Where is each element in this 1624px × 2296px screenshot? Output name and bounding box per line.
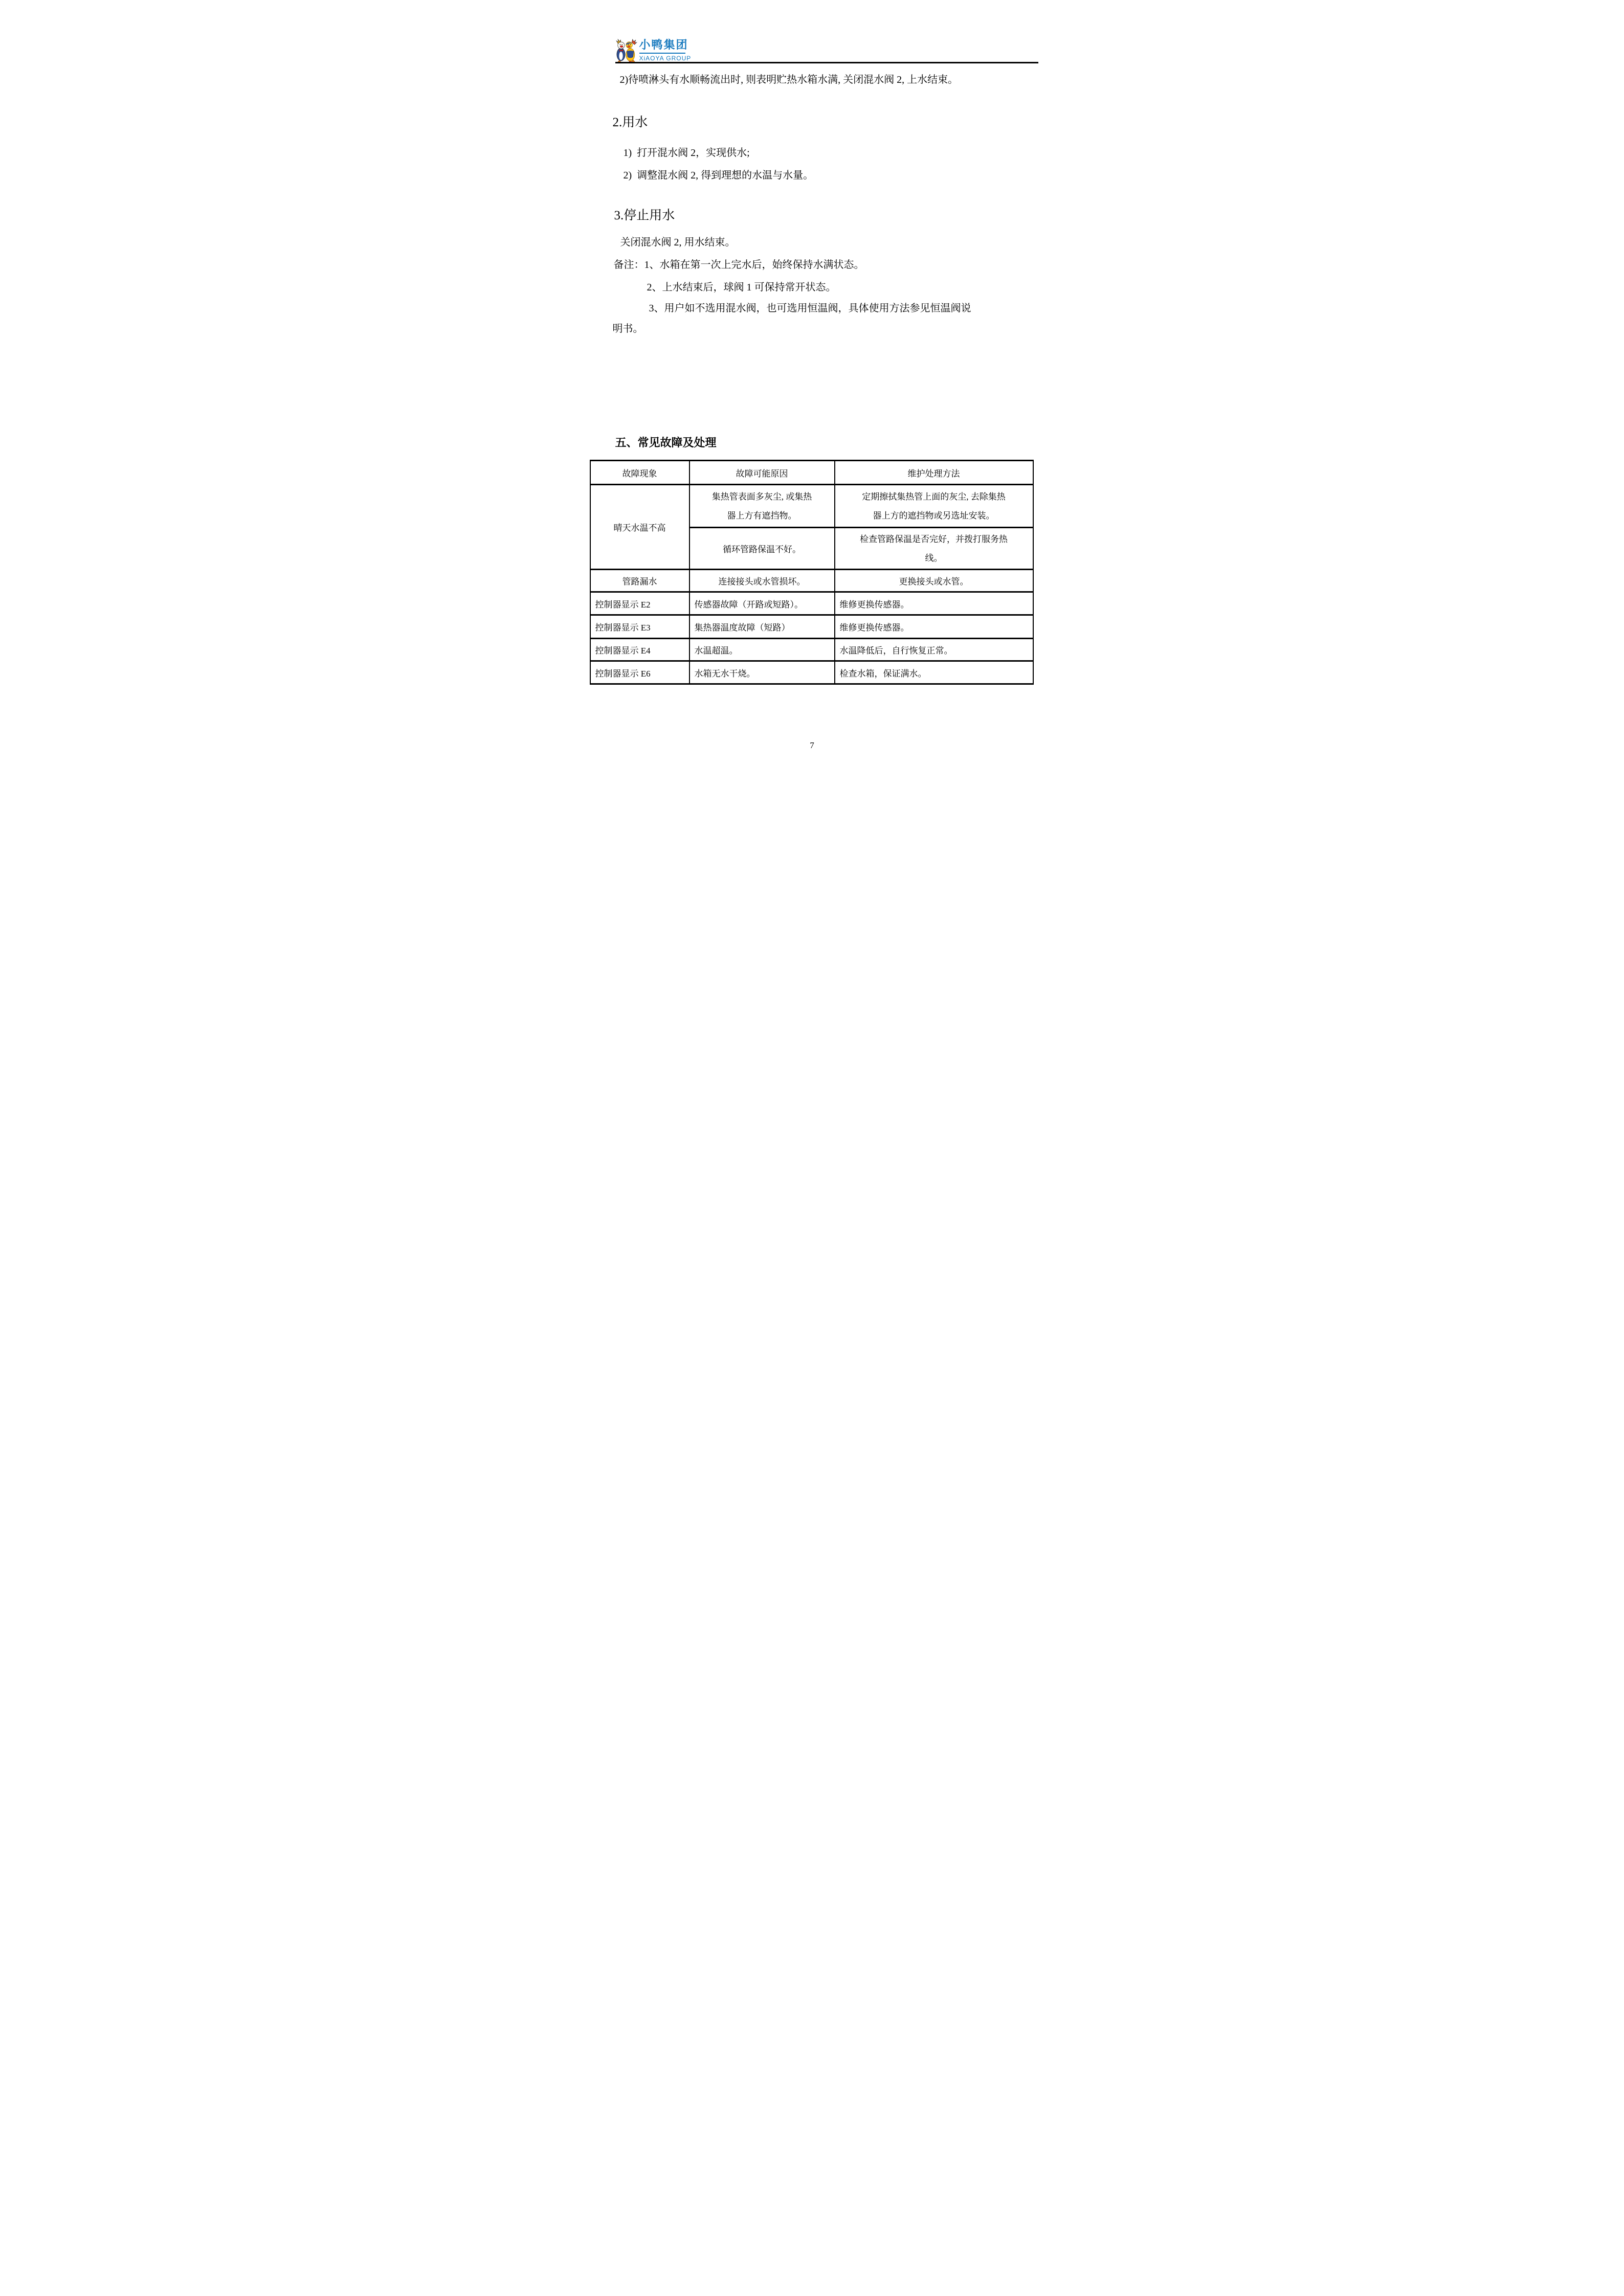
table-row-e2 xyxy=(590,592,1033,615)
table-row-e3 xyxy=(590,615,1033,639)
logo-chinese-name: 小鸭集团 xyxy=(639,38,688,51)
note-line-1: 备注：1、水箱在第一次上完水后，始终保持水满状态。 xyxy=(613,259,864,271)
list-item-open-valve: 1) 打开混水阀 2，实现供水; xyxy=(623,147,750,159)
cell-phenomenon-e3: 控制器显示 E3 xyxy=(590,615,689,639)
company-logo xyxy=(615,39,692,62)
cell-method-wipe xyxy=(835,485,1033,528)
cell-cause-leak: 连接接头或水管损坏。 xyxy=(689,570,835,592)
section-heading-faults: 五、常见故障及处理 xyxy=(615,436,717,449)
cell-phenomenon-low-temp: 晴天水温不高 xyxy=(590,485,689,570)
paragraph-close-valve: 关闭混水阀 2, 用水结束。 xyxy=(620,237,736,248)
table-header-row xyxy=(590,461,1033,485)
header-cell-phenomenon: 故障现象 xyxy=(590,461,689,485)
cell-method-e6: 检查水箱，保证满水。 xyxy=(835,661,1033,684)
cell-method-leak: 更换接头或水管。 xyxy=(835,570,1033,592)
cell-method-e2: 维修更换传感器。 xyxy=(835,592,1033,615)
cell-phenomenon-e2: 控制器显示 E2 xyxy=(590,592,689,615)
method-wipe-line1: 定期擦拭集热管上面的灰尘, 去除集热 xyxy=(862,491,1006,502)
heading-use-water: 2.用水 xyxy=(612,116,648,129)
cell-cause-e3: 集热器温度故障（短路） xyxy=(689,615,835,639)
method-insulation-line2: 线。 xyxy=(925,553,943,563)
cell-cause-e2: 传感器故障（开路或短路）。 xyxy=(689,592,835,615)
table-row-e6 xyxy=(590,661,1033,684)
table-row-low-temp-1 xyxy=(590,485,1033,528)
ducks-logo-icon xyxy=(615,39,638,62)
header-cell-method: 维护处理方法 xyxy=(835,461,1033,485)
cell-method-e3: 维修更换传感器。 xyxy=(835,615,1033,639)
header-divider-line xyxy=(615,62,1038,63)
cell-phenomenon-e6: 控制器显示 E6 xyxy=(590,661,689,684)
logo-text-block xyxy=(639,39,692,62)
logo-underline xyxy=(639,53,685,54)
note-line-3-continued: 明书。 xyxy=(612,323,643,334)
cell-method-check-insulation xyxy=(835,528,1033,570)
cell-method-e4: 水温降低后，自行恢复正常。 xyxy=(835,639,1033,661)
fault-table xyxy=(590,460,1034,685)
document-page xyxy=(531,0,1094,796)
table-row-e4 xyxy=(590,639,1033,661)
header-cell-cause: 故障可能原因 xyxy=(689,461,835,485)
note-line-2: 2、上水结束后，球阀 1 可保持常开状态。 xyxy=(647,282,836,293)
method-wipe-line2: 器上方的遮挡物或另选址安装。 xyxy=(873,510,995,521)
cell-phenomenon-e4: 控制器显示 E4 xyxy=(590,639,689,661)
table-row-pipe-leak xyxy=(590,570,1033,592)
heading-stop-water: 3.停止用水 xyxy=(614,209,675,222)
note-line-3: 3、用户如不选用混水阀，也可选用恒温阀，具体使用方法参见恒温阀说 xyxy=(649,303,971,314)
page-number: 7 xyxy=(810,740,814,750)
method-insulation-line1: 检查管路保温是否完好，并拨打服务热 xyxy=(860,534,1008,544)
cell-cause-insulation: 循环管路保温不好。 xyxy=(689,528,835,570)
logo-english-name: XiAOYA GROUP xyxy=(639,55,692,62)
cell-cause-e6: 水箱无水干烧。 xyxy=(689,661,835,684)
cause-dust-line1: 集热管表面多灰尘, 或集热 xyxy=(711,491,812,502)
cause-dust-line2: 器上方有遮挡物。 xyxy=(727,510,797,521)
cell-cause-e4: 水温超温。 xyxy=(689,639,835,661)
paragraph-fill-water-step2: 2)待喷淋头有水顺畅流出时, 则表明贮热水箱水满, 关闭混水阀 2, 上水结束。 xyxy=(619,74,959,85)
cell-phenomenon-leak: 管路漏水 xyxy=(590,570,689,592)
cell-cause-dust xyxy=(689,485,835,528)
list-item-adjust-valve: 2) 调整混水阀 2, 得到理想的水温与水量。 xyxy=(623,170,814,181)
